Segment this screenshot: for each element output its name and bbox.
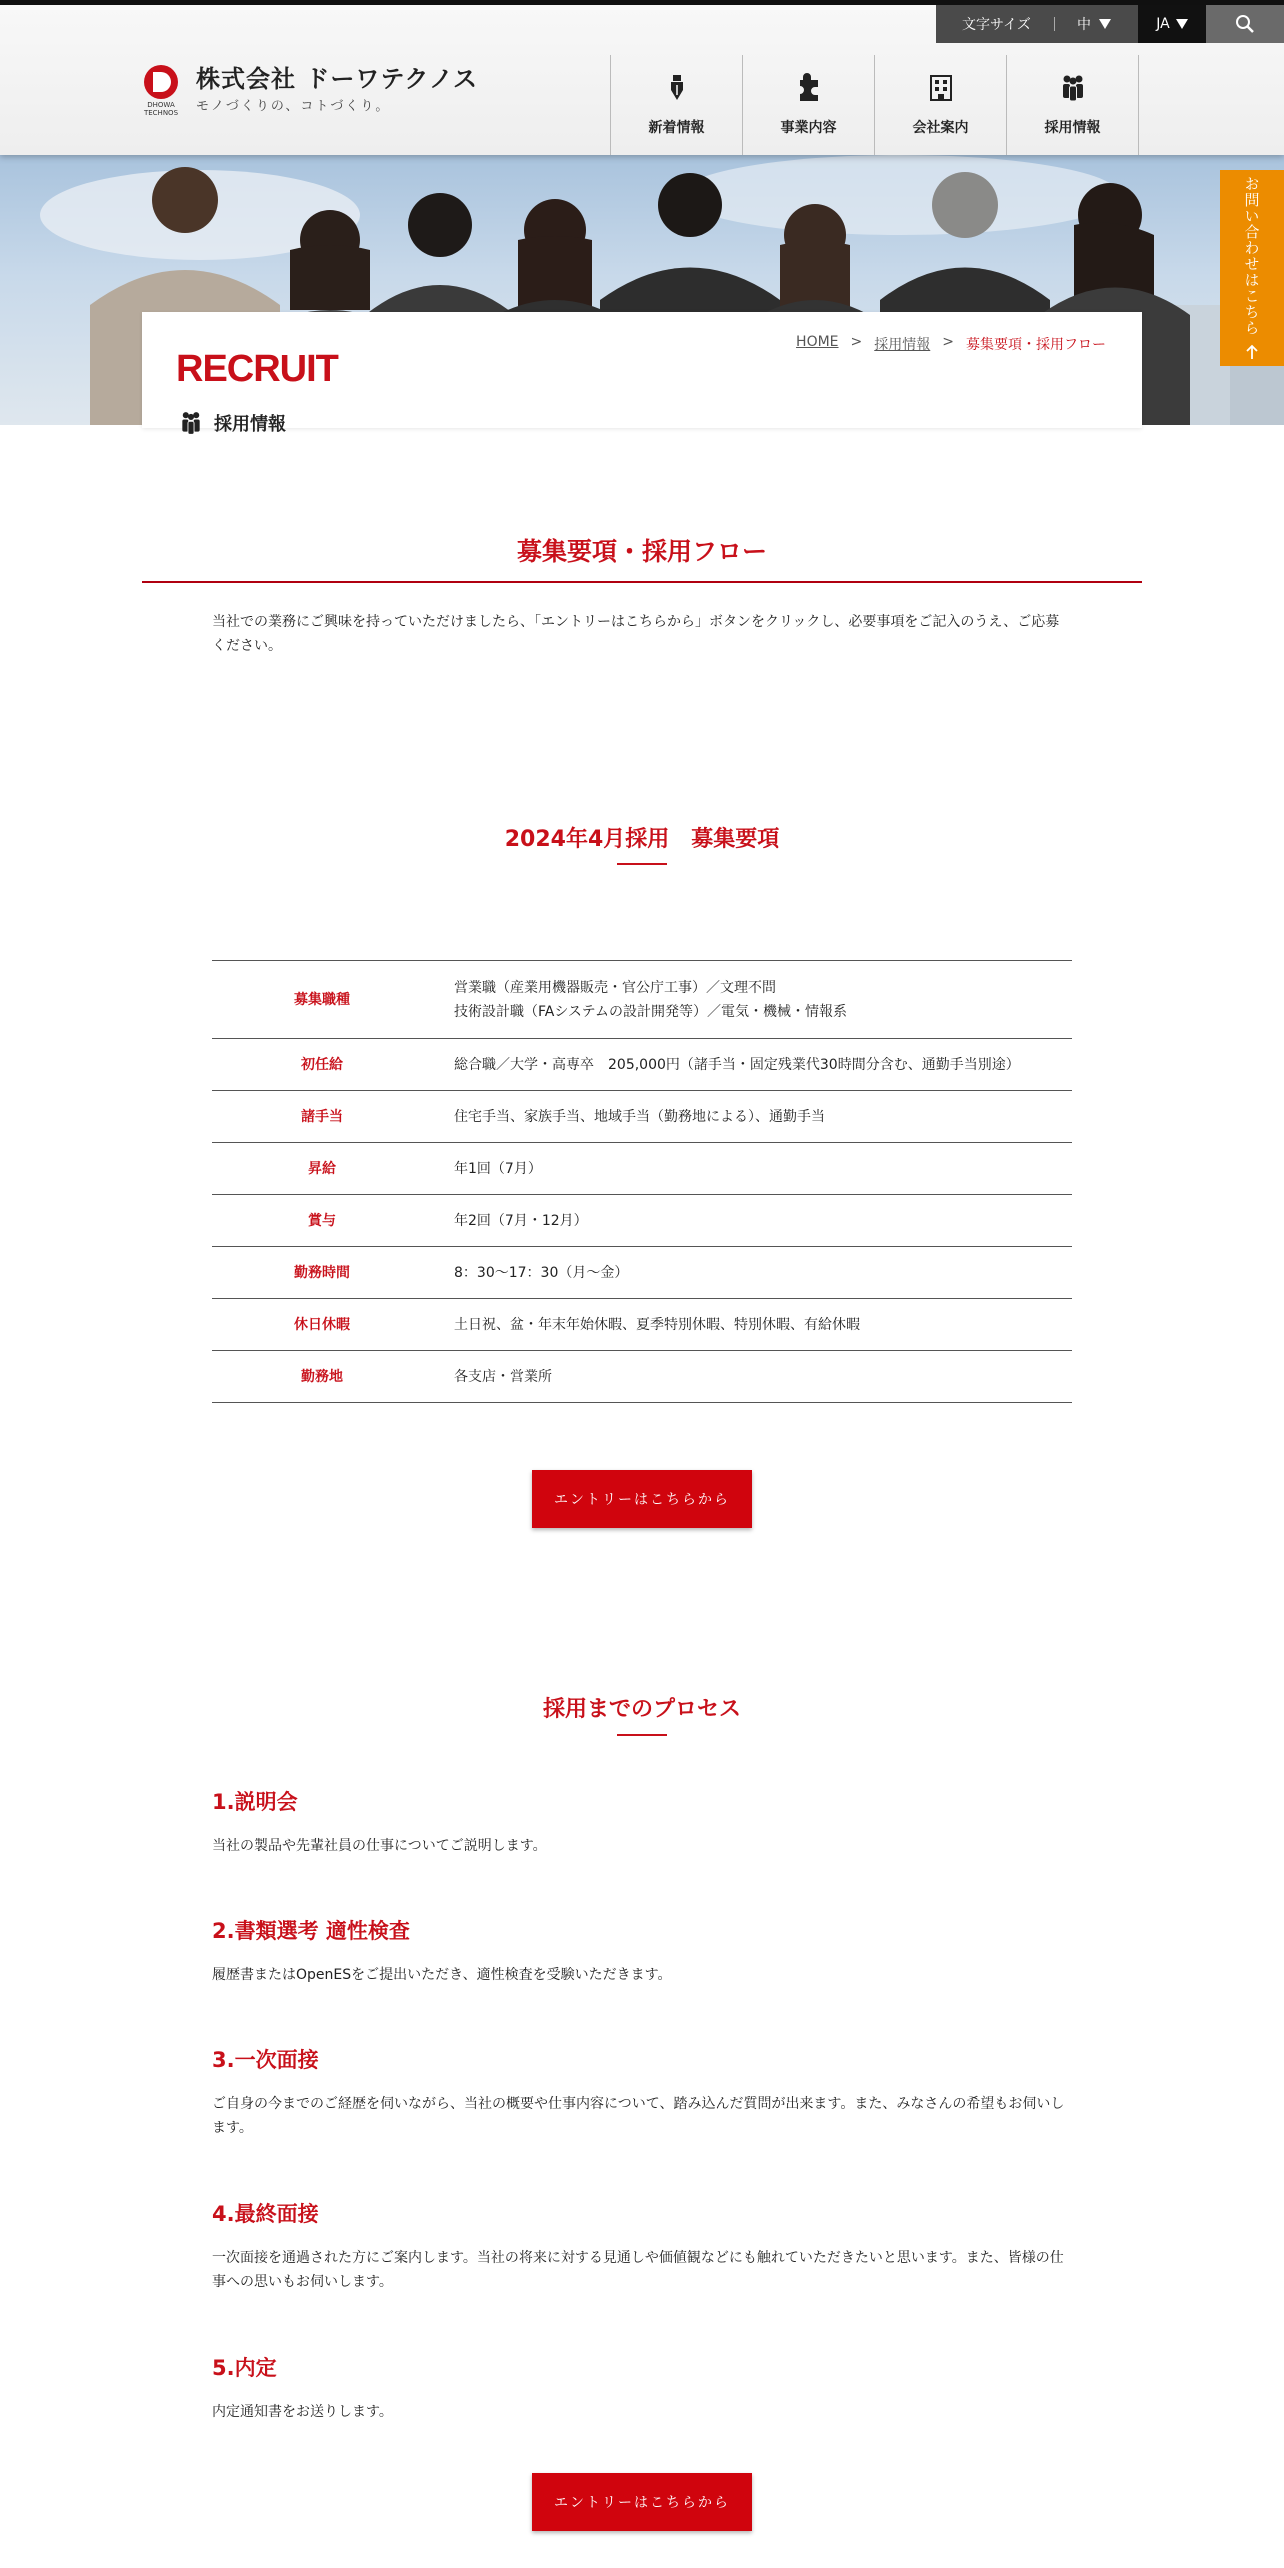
page-title-card <box>142 312 1142 435</box>
page-subtitle <box>178 408 286 438</box>
step-title: 2.書類選考 適性検査 <box>212 1919 410 1943</box>
step-text: 履歴書またはOpenESをご提出いただき、適性検査を受験いただきます。 <box>212 1967 672 1983</box>
row-label: 昇給 <box>212 1143 432 1195</box>
breadcrumb-current: 募集要項・採用フロー <box>966 337 1106 353</box>
font-size-switcher[interactable] <box>936 5 1138 43</box>
nav-label: 採用情報 <box>1044 120 1101 136</box>
step-title: 4.最終面接 <box>212 2202 319 2226</box>
arrow-up-icon <box>1244 344 1260 360</box>
step-title: 3.一次面接 <box>212 2048 319 2072</box>
divider <box>1054 17 1055 31</box>
logo-mark <box>140 65 182 117</box>
row-label: 休日休暇 <box>212 1299 432 1351</box>
triangle-down-icon <box>1176 19 1188 29</box>
row-value-line: 営業職（産業用機器販売・官公庁工事）／文理不問 <box>454 979 776 996</box>
process-title-rule <box>617 1734 667 1736</box>
section-title-rule <box>142 581 1142 583</box>
row-label: 勤務時間 <box>212 1247 432 1299</box>
table-row <box>212 1091 1072 1143</box>
language-switcher[interactable] <box>1138 5 1206 43</box>
site-logo[interactable] <box>140 65 478 117</box>
row-value: 各支店・営業所 <box>432 1351 1072 1403</box>
company-name: 株式会社 ドーワテクノス <box>196 65 478 93</box>
requirements-title-rule <box>617 863 667 865</box>
table-row <box>212 1351 1072 1403</box>
row-value: 土日祝、盆・年末年始休暇、夏季特別休暇、特別休暇、有給休暇 <box>432 1299 1072 1351</box>
step-text: 当社の製品や先輩社員の仕事についてご説明します。 <box>212 1838 547 1854</box>
requirements-table <box>212 960 1072 1403</box>
puzzle-icon <box>794 73 824 103</box>
step-title: 5.内定 <box>212 2356 277 2380</box>
entry-button[interactable]: エントリーはこちらから <box>532 1470 752 1528</box>
logo-sub: DHOWA TECHNOS <box>143 101 179 117</box>
nav-label: 事業内容 <box>780 120 837 136</box>
row-value <box>432 961 1072 1039</box>
language-value: JA <box>1156 16 1170 32</box>
step-title: 1.説明会 <box>212 1790 298 1814</box>
nav-item-company[interactable] <box>875 55 1007 155</box>
breadcrumb-separator: > <box>942 334 954 350</box>
logo-d-icon <box>141 65 181 99</box>
row-label: 賞与 <box>212 1195 432 1247</box>
table-row <box>212 961 1072 1039</box>
row-value: 住宅手当、家族手当、地域手当（勤務地による）、通勤手当 <box>432 1091 1072 1143</box>
requirements-title: 2024年4月採用 募集要項 <box>504 827 780 852</box>
people-icon <box>1058 73 1088 103</box>
process-title: 採用までのプロセス <box>542 1697 741 1722</box>
entry-button[interactable]: エントリーはこちらから <box>532 2473 752 2531</box>
row-label: 初任給 <box>212 1039 432 1091</box>
building-icon <box>926 73 956 103</box>
row-label: 募集職種 <box>212 961 432 1039</box>
breadcrumb-separator: > <box>850 334 863 350</box>
table-row <box>212 1299 1072 1351</box>
table-row <box>212 1039 1072 1091</box>
font-size-value: 中 <box>1077 17 1091 33</box>
step-text: 一次面接を通過された方にご案内します。当社の将来に対する見通しや価値観などにも触れていただきたいと思います。また、皆様の仕事への思いもお伺いします。 <box>212 2250 1064 2290</box>
triangle-down-icon <box>1099 19 1111 29</box>
row-value: 総合職／大学・高専卒 205,000円（諸手当・固定残業代30時間分含む、通勤手当別途） <box>432 1039 1072 1091</box>
nav-label: 会社案内 <box>912 120 969 136</box>
company-tagline: モノづくりの、コトづくり。 <box>196 99 391 114</box>
people-icon <box>178 408 204 438</box>
page-title: RECRUIT <box>176 348 338 390</box>
search-icon <box>1235 14 1255 34</box>
row-value: 年2回（7月・12月） <box>432 1195 1072 1247</box>
table-row <box>212 1143 1072 1195</box>
font-size-label: 文字サイズ <box>962 17 1031 33</box>
nav-item-recruit[interactable] <box>1007 55 1139 155</box>
contact-side-tab[interactable] <box>1220 170 1284 366</box>
utility-bar <box>936 5 1284 43</box>
step-text: 内定通知書をお送りします。 <box>212 2404 393 2420</box>
table-row <box>212 1247 1072 1299</box>
search-button[interactable] <box>1206 5 1284 43</box>
breadcrumb <box>796 334 1106 354</box>
step-text: ご自身の今までのご経歴を伺いながら、当社の概要や仕事内容について、踏み込んだ質問が出来ます。また、みなさんの希望もお伺いします。 <box>212 2096 1065 2136</box>
row-value: 8：30〜17：30（月〜金） <box>432 1247 1072 1299</box>
global-nav <box>610 55 1139 155</box>
nav-label: 新着情報 <box>648 120 705 136</box>
section-title: 募集要項・採用フロー <box>516 537 767 566</box>
breadcrumb-parent[interactable]: 採用情報 <box>874 337 931 353</box>
section-intro: 当社での業務にご興味を持っていただけましたら、「エントリーはこちらから」ボタンをクリックし、必要事項をご記入のうえ、ご応募ください。 <box>212 614 1060 654</box>
pen-icon <box>665 73 689 103</box>
row-value-line: 技術設計職（FAシステムの設計開発等）／電気・機械・情報系 <box>454 1003 847 1020</box>
row-label: 諸手当 <box>212 1091 432 1143</box>
row-value: 年1回（7月） <box>432 1143 1072 1195</box>
row-label: 勤務地 <box>212 1351 432 1403</box>
nav-item-news[interactable] <box>611 55 743 155</box>
breadcrumb-home[interactable]: HOME <box>796 334 839 350</box>
table-row <box>212 1195 1072 1247</box>
nav-item-business[interactable] <box>743 55 875 155</box>
page-subtitle-text: 採用情報 <box>214 414 286 435</box>
contact-label: お問い合わせはこちら <box>1242 176 1261 336</box>
